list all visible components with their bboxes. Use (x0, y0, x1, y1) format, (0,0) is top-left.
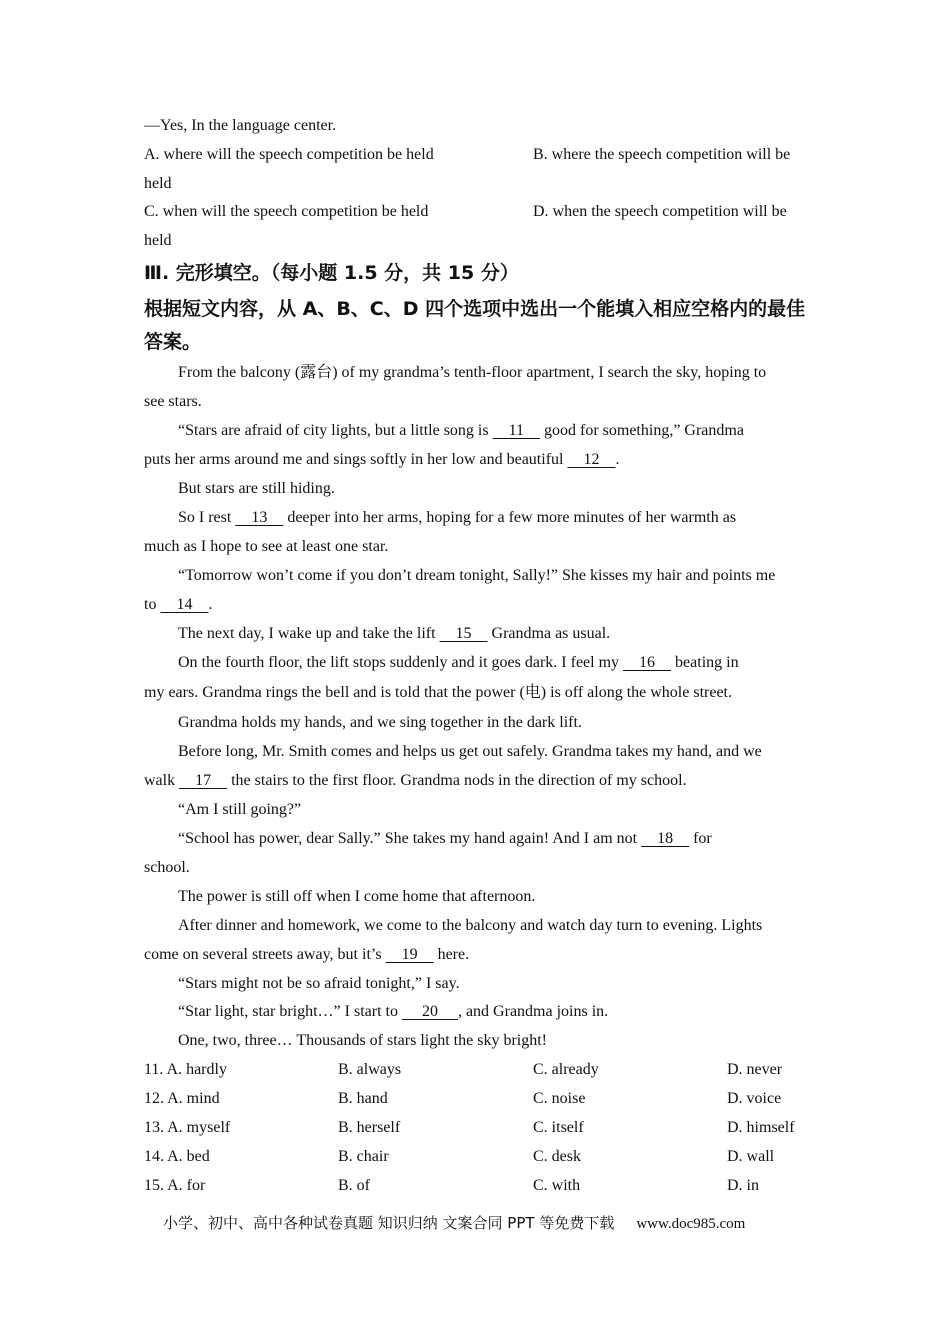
section-title: Ⅲ. 完形填空。（每小题 1.5 分，共 15 分） (144, 262, 519, 284)
blank-15[interactable]: 15 (439, 625, 488, 642)
blank-18[interactable]: 18 (641, 830, 690, 847)
passage-line: The next day, I wake up and take the lift 15 Grandma as usual. (178, 625, 611, 642)
option-13-d[interactable]: D. himself (727, 1119, 795, 1136)
option-12-c[interactable]: C. noise (533, 1090, 586, 1107)
option-14-d[interactable]: D. wall (727, 1148, 775, 1165)
option-13-a[interactable]: 13. A. myself (144, 1119, 231, 1136)
passage-line: But stars are still hiding. (178, 480, 335, 497)
passage-line: “Tomorrow won’t come if you don’t dream tonight, Sally!” She kisses my hair and points me (178, 567, 776, 584)
passage-line: On the fourth floor, the lift stops suddenly and it goes dark. I feel my 16 beating in (178, 654, 739, 671)
passage-line: school. (144, 859, 190, 876)
passage-line: The power is still off when I come home that afternoon. (178, 888, 536, 905)
passage-line: “Am I still going?” (178, 801, 302, 818)
option-15-b[interactable]: B. of (338, 1177, 370, 1194)
section-instruction-cont: 答案。 (144, 331, 202, 353)
passage-line: to 14 . (144, 596, 213, 613)
option-b: B. where the speech competition will be (533, 146, 791, 163)
blank-20[interactable]: 20 (401, 1003, 458, 1020)
passage-line: “Star light, star bright…” I start to 20 , and Grandma joins in. (178, 1003, 609, 1020)
blank-13[interactable]: 13 (235, 509, 284, 526)
blank-12[interactable]: 12 (567, 451, 616, 468)
option-b-wrap: held (144, 175, 172, 192)
option-12-d[interactable]: D. voice (727, 1090, 782, 1107)
passage-line: Grandma holds my hands, and we sing together in the dark lift. (178, 714, 582, 731)
option-14-c[interactable]: C. desk (533, 1148, 581, 1165)
option-11-d[interactable]: D. never (727, 1061, 783, 1078)
blank-16[interactable]: 16 (623, 654, 672, 671)
option-d: D. when the speech competition will be (533, 203, 787, 220)
option-d-wrap: held (144, 232, 172, 249)
passage-line: walk 17 the stairs to the first floor. Grandma nods in the direction of my school. (144, 772, 687, 789)
passage-line: my ears. Grandma rings the bell and is told that the power (电) is off along the whole street. (144, 684, 732, 701)
passage-line: come on several streets away, but it’s 19 here. (144, 946, 470, 963)
blank-19[interactable]: 19 (385, 946, 434, 963)
passage-line: “Stars are afraid of city lights, but a little song is 11 good for something,” Grandma (178, 422, 744, 439)
option-c: C. when will the speech competition be held (144, 203, 429, 220)
passage-line: Before long, Mr. Smith comes and helps us get out safely. Grandma takes my hand, and we (178, 743, 762, 760)
passage-line: much as I hope to see at least one star. (144, 538, 389, 555)
footer-text: 小学、初中、高中各种试卷真题 知识归纳 文案合同 PPT 等免费下载 (163, 1214, 615, 1232)
blank-11[interactable]: 11 (492, 422, 540, 439)
option-12-a[interactable]: 12. A. mind (144, 1090, 220, 1107)
section-instruction: 根据短文内容，从 A、B、C、D 四个选项中选出一个能填入相应空格内的最佳 (144, 298, 806, 320)
option-11-c[interactable]: C. already (533, 1061, 599, 1078)
option-15-c[interactable]: C. with (533, 1177, 581, 1194)
option-14-a[interactable]: 14. A. bed (144, 1148, 210, 1165)
option-15-d[interactable]: D. in (727, 1177, 759, 1194)
option-a: A. where will the speech competition be held (144, 146, 434, 163)
passage-line: So I rest 13 deeper into her arms, hoping for a few more minutes of her warmth as (178, 509, 737, 526)
option-11-a[interactable]: 11. A. hardly (144, 1061, 227, 1078)
option-13-b[interactable]: B. herself (338, 1119, 401, 1136)
page-footer (163, 1213, 745, 1234)
passage-line: One, two, three… Thousands of stars light the sky bright! (178, 1032, 547, 1049)
option-13-c[interactable]: C. itself (533, 1119, 584, 1136)
passage-line: After dinner and homework, we come to the balcony and watch day turn to evening. Lights (178, 917, 763, 934)
passage-line: From the balcony (露台) of my grandma’s tenth-floor apartment, I search the sky, hoping to (178, 364, 767, 381)
blank-17[interactable]: 17 (179, 772, 228, 789)
option-14-b[interactable]: B. chair (338, 1148, 389, 1165)
option-15-a[interactable]: 15. A. for (144, 1177, 206, 1194)
passage-line: see stars. (144, 393, 202, 410)
passage-line: “School has power, dear Sally.” She takes my hand again! And I am not 18 for (178, 830, 712, 847)
passage-line: puts her arms around me and sings softly in her low and beautiful 12 . (144, 451, 620, 468)
blank-14[interactable]: 14 (160, 596, 209, 613)
answer-line: —Yes, In the language center. (144, 117, 337, 134)
option-12-b[interactable]: B. hand (338, 1090, 388, 1107)
footer-site-link[interactable]: www.doc985.com (636, 1216, 746, 1232)
passage-line: “Stars might not be so afraid tonight,” I say. (178, 975, 460, 992)
option-11-b[interactable]: B. always (338, 1061, 402, 1078)
